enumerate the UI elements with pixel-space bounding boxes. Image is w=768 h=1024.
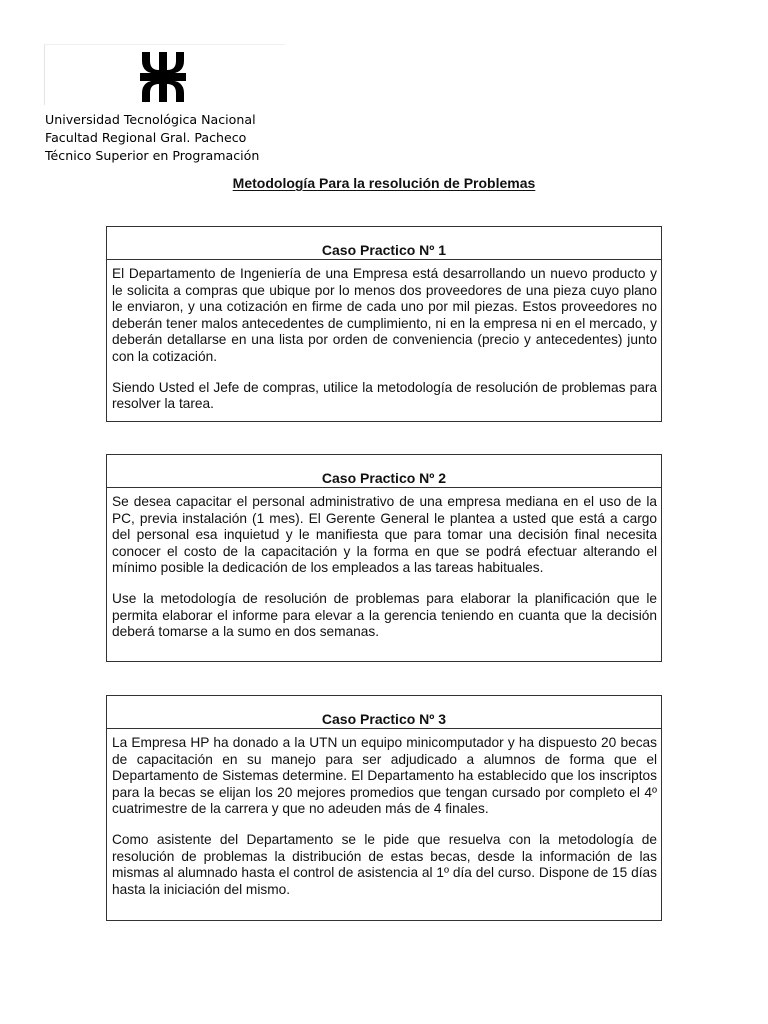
case-title: Caso Practico Nº 2 [107,455,661,488]
case-paragraph: El Departamento de Ingeniería de una Empresa está desarrollando un nuevo producto y le solicita a compras que ubique por lo menos dos proveedores de una pieza cuyo plano le enviaron, y una cotización en firme de cada uno por mil piezas. Estos proveedores no deberán tener malos antecedentes de cumplimiento, ni en la empresa ni en el mercado, y deberán detallarse en una lista por orden de conveniencia (precio y antecedentes) junto con la cotización. [112,266,657,364]
case-title: Caso Practico Nº 3 [107,696,661,729]
case-paragraph: La Empresa HP ha donado a la UTN un equipo minicomputador y ha dispuesto 20 becas de capacitación en su manejo para ser adjudicado a alumnos de forma que el Departamento de Sistemas determine. El Departamento ha establecido que los inscriptos para la becas se elijan los 20 mejores promedios que tengan cursado por completo el 4º cuatrimestre de la carrera y que no adeuden más de 4 finales. [112,735,657,817]
case-paragraph: Como asistente del Departamento se le pide que resuelva con la metodología de resolución de problemas la distribución de estas becas, desde la información de las mismas al alumnado hasta el control de asistencia al 1º día del curso. Dispone de 15 días hasta la iniciación del mismo. [112,831,657,897]
case-box-2 [106,454,662,662]
case-paragraph: Use la metodología de resolución de problemas para elaborar la planificación que le permita elaborar el informe para elevar a la gerencia teniendo en cuanta que la decisión deberá tomarse a la sumo en dos semanas. [112,590,657,640]
case-box-3 [106,695,662,921]
case-body [107,488,661,645]
program-name: Técnico Superior en Programación [45,148,260,163]
faculty-name: Facultad Regional Gral. Pacheco [45,130,247,145]
case-paragraph: Se desea capacitar el personal administrativo de una empresa mediana en el uso de la PC, previa instalación (1 mes). El Gerente General le plantea a usted que está a cargo del personal esa inquietud y le manifiesta que para tomar una decisión final necesita conocer el costo de la capacitación y la forma en que se podrá efectuar alterando el mínimo posible la dedicación de los empleados a las tareas habituales. [112,494,657,576]
university-name: Universidad Tecnológica Nacional [45,112,256,127]
case-paragraph: Siendo Usted el Jefe de compras, utilice la metodología de resolución de problemas para resolver la tarea. [112,379,657,412]
case-box-1 [106,226,662,422]
document-title: Metodología Para la resolución de Problemas [232,175,536,191]
institution-lines [45,111,259,165]
case-title: Caso Practico Nº 1 [107,227,661,260]
utn-logo-icon [140,52,186,102]
case-body [107,260,661,417]
case-body [107,729,661,902]
